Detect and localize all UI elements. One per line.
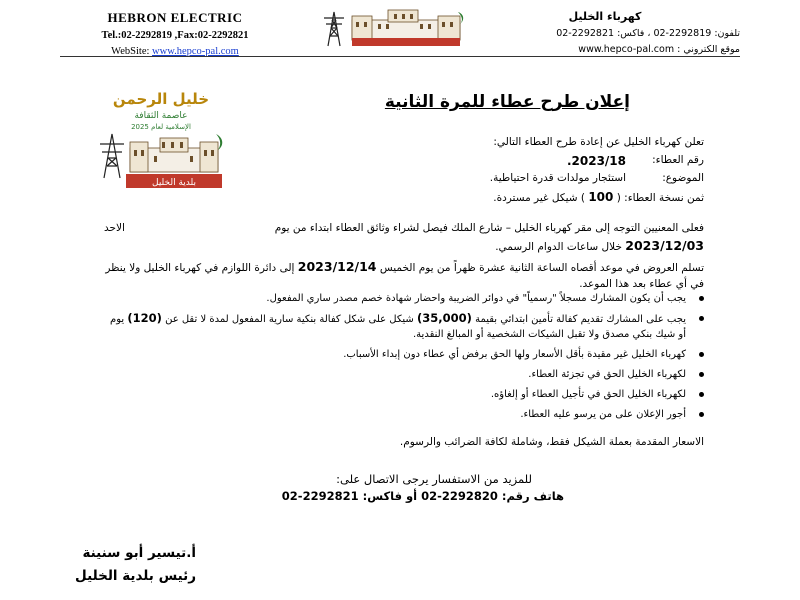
purchase-date-line (104, 238, 704, 253)
list-item: لكهرباء الخليل الحق في تأجيل العطاء أو إلغاؤه. (104, 387, 704, 402)
logo-text-1: خليل الرحمن (112, 90, 210, 108)
tender-price-suffix: ) شيكل غير مستردة. (493, 192, 585, 204)
bullet-icon (699, 372, 704, 377)
purchase-text: فعلى المعنيين التوجه إلى مقر كهرباء الخليل – شارع الملك فيصل لشراء وثائق العطاء ابتداء من يوم (274, 222, 704, 234)
bullet-icon (699, 412, 704, 417)
logo-text-2: عاصمة الثقافة (134, 111, 188, 121)
hebron-electric-logo (318, 8, 468, 48)
tender-fields (374, 154, 704, 208)
purchase-hours: خلال ساعات الدوام الرسمي. (495, 241, 622, 253)
company-name-en: HEBRON ELECTRIC (107, 10, 243, 25)
list-item: يجب أن يكون المشارك مسجلاً "رسمياً" في دوائر الضريبة واحضار شهادة خصم مصدر ساري المفعول. (104, 291, 704, 306)
bullet-icon (699, 392, 704, 397)
submission-after: إلى دائرة اللوازم في كهرباء الخليل ولا ينظر في أي عطاء بعد هذا الموعد. (105, 262, 704, 290)
submission-date: 2023/12/14 (297, 259, 377, 274)
tender-price-value: 100 (588, 190, 614, 204)
tender-number-value: 2023/18. (566, 154, 626, 168)
signature-role: رئيس بلدية الخليل (75, 568, 196, 584)
list-item: يجب على المشارك تقديم كفالة تأمين ابتدائي بقيمة (35,000) شيكل على شكل كفالة بنكية سارية المفعول لمدة لا تقل عن (120) يوم أو شيك بنكي مصدق ولا تقبل الشيكات الشخصية أو المبالغ النقدية. (104, 311, 704, 342)
bullet-icon (699, 296, 704, 301)
header-english (60, 10, 290, 57)
prices-note: الاسعار المقدمة بعملة الشيكل فقط، وشاملة لكافة الضرائب والرسوم. (399, 436, 704, 448)
header-divider (60, 56, 740, 57)
company-name-ar: كهرباء الخليل (568, 10, 642, 23)
hebron-culture-capital-logo (96, 86, 226, 198)
tender-subject-label: الموضوع: (662, 172, 704, 184)
tender-number-row (374, 154, 704, 172)
list-item: كهرباء الخليل غير مقيدة بأقل الأسعار ولها الحق برفض أي عطاء دون إبداء الأسباب. (104, 347, 704, 362)
intro-text: تعلن كهرباء الخليل عن إعادة طرح العطاء التالي: (493, 136, 704, 148)
website-label-en: WebSite: (111, 46, 150, 57)
purchase-day: الاحد (104, 222, 125, 234)
tender-price-row (374, 190, 704, 208)
page-title: إعلان طرح عطاء للمرة الثانية (384, 92, 630, 112)
purchase-paragraph (104, 222, 704, 234)
website-link-en[interactable]: www.hepco-pal.com (152, 46, 239, 57)
submission-paragraph (104, 259, 704, 292)
list-item: لكهرباء الخليل الحق في تجزئة العطاء. (104, 367, 704, 382)
website-label-ar: موقع الكتروني : (677, 44, 740, 55)
tender-number-label: رقم العطاء: (652, 154, 704, 166)
bullet-icon (699, 316, 704, 321)
logo-text-3: الإسلامية لعام 2025 (131, 123, 191, 131)
bullet-icon (699, 352, 704, 357)
tender-price-label: ثمن نسخة العطاء: ( (616, 192, 704, 204)
phone-fax-ar: تلفون: 2292819-02 ، فاكس: 2292821-02 (556, 28, 740, 39)
submission-before: تسلم العروض في موعد أقصاه الساعة الثانية عشرة ظهراً من يوم الخميس (379, 262, 704, 274)
website-link-ar[interactable]: www.hepco-pal.com (578, 44, 675, 55)
list-item: أجور الإعلان على من يرسو عليه العطاء. (104, 407, 704, 422)
website-ar (470, 44, 740, 55)
logo-banner: بلدية الخليل (152, 178, 196, 188)
tender-subject-row (374, 172, 704, 190)
header-arabic (470, 10, 740, 60)
signature-name: أ.تيسير أبو سنينة (82, 545, 196, 561)
contact-line-2: هاتف رقم: 2292820-02 أو فاكس: 2292821-02 (281, 489, 564, 503)
contact-line-1: للمزيد من الاستفسار يرجى الاتصال على: (336, 472, 532, 486)
tender-subject-value: استئجار مولدات قدرة احتياطية. (489, 172, 626, 184)
purchase-date: 2023/12/03 (625, 238, 704, 253)
conditions-list (104, 291, 704, 427)
phone-fax-en: Tel.:02-2292819 ,Fax:02-2292821 (101, 30, 249, 41)
